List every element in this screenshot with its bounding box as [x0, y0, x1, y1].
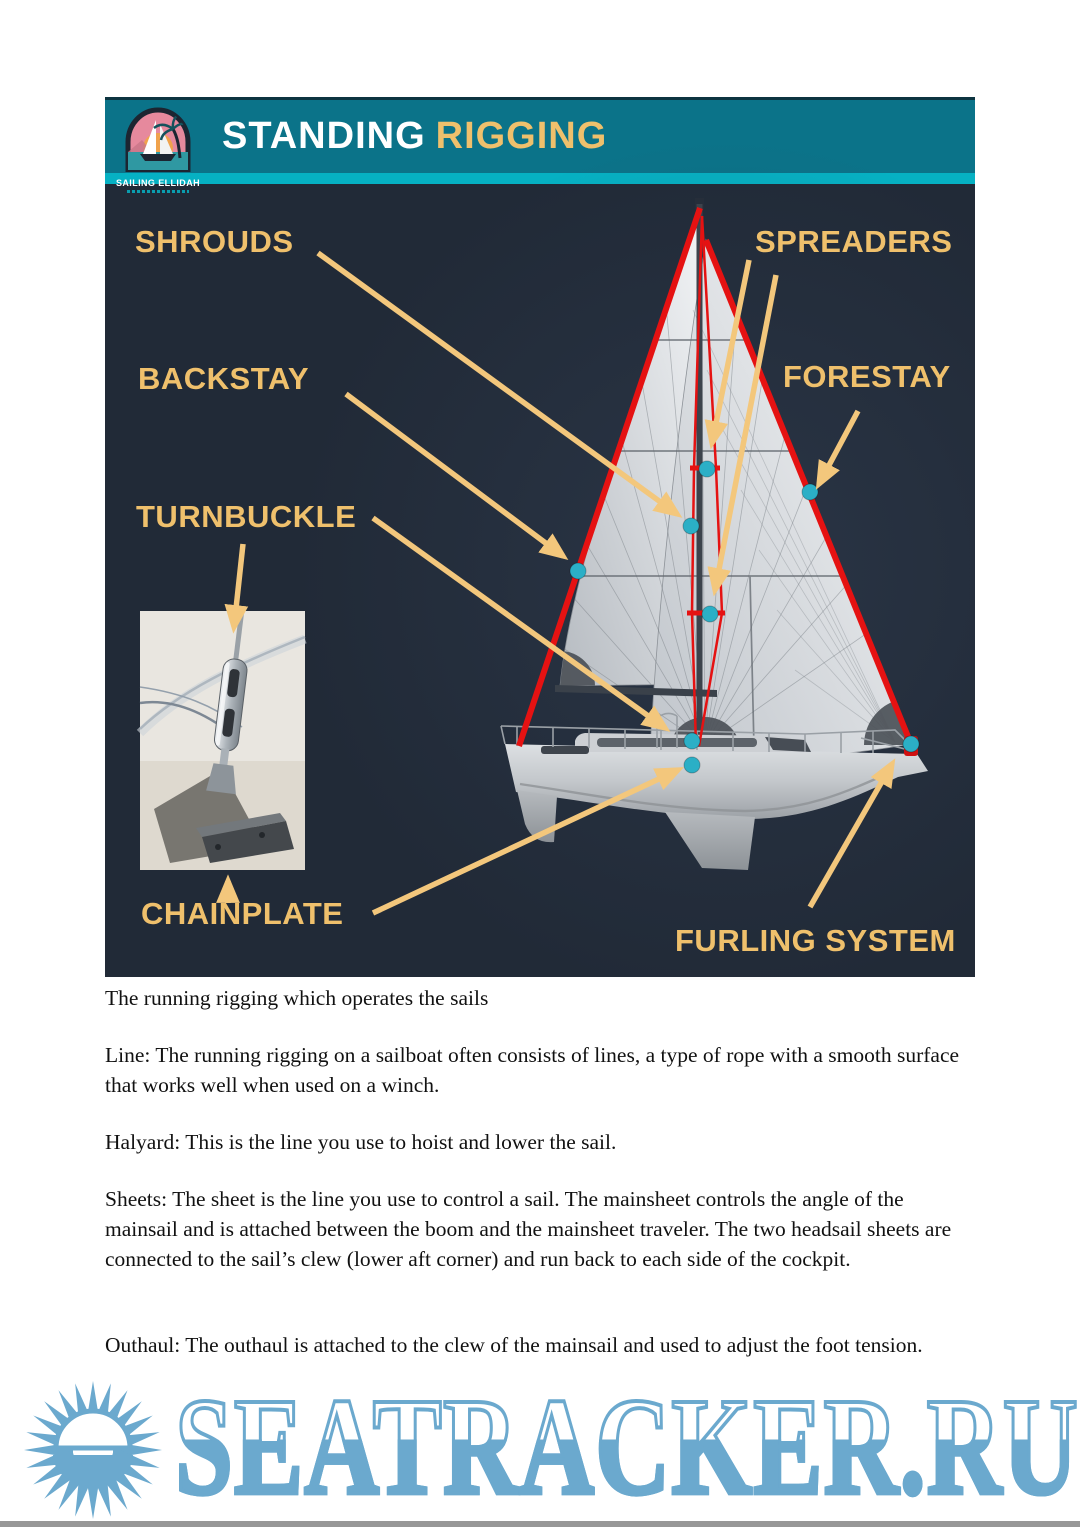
label-forestay: FORESTAY — [783, 359, 951, 394]
turnbuckle-photo — [140, 606, 305, 870]
label-spreaders: SPREADERS — [755, 224, 953, 259]
title-part-1: STANDING — [222, 115, 426, 157]
forestay-dot — [802, 484, 818, 500]
sun-icon — [0, 1380, 192, 1520]
label-backstay: BACKSTAY — [138, 361, 310, 396]
upper-spreader-dot — [699, 461, 715, 477]
paragraph-intro: The running rigging which operates the sails — [105, 986, 489, 1010]
title-part-2: RIGGING — [435, 115, 608, 157]
logo-name: SAILING ELLIDAH — [116, 178, 200, 188]
cockpit — [541, 746, 589, 754]
paragraph-line: Line: The running rigging on a sailboat often consists of lines, a type of rope with a smooth surface that works well when used on a winch. — [105, 1043, 960, 1097]
sailing-ellidah-logo — [115, 104, 201, 193]
sailboat-sunset-logo-icon — [120, 104, 196, 172]
watermark — [0, 1378, 1080, 1522]
paragraph-halyard: Halyard: This is the line you use to hoist and lower the sail. — [105, 1130, 617, 1154]
label-turnbuckle: TURNBUCKLE — [136, 499, 357, 534]
backstay-dot — [570, 563, 586, 579]
shrouds-dot — [683, 518, 699, 534]
chainplate-dot — [684, 757, 700, 773]
lower-spreader-dot — [702, 606, 718, 622]
label-chainplate: CHAINPLATE — [141, 896, 344, 931]
paragraph-sheets: Sheets: The sheet is the line you use to control a sail. The mainsheet controls the angle of the mainsail and is attached between the boom and the mainsheet traveler. The two headsail sheets are connected to the sail’s clew (lower aft corner) and run back to each side of the cockpit. — [105, 1187, 952, 1271]
turnbuckle-dot — [684, 733, 700, 749]
label-shrouds: SHROUDS — [135, 224, 294, 259]
standing-rigging-infographic — [105, 97, 975, 977]
paragraph-outhaul: Outhaul: The outhaul is attached to the clew of the mainsail and used to adjust the foot tension. — [105, 1333, 923, 1357]
label-furling-system: FURLING SYSTEM — [675, 923, 956, 958]
watermark-text: SEATRACKER.RU — [175, 1378, 1079, 1522]
logo-tagline-strip — [127, 190, 189, 193]
furling-dot — [903, 736, 919, 752]
